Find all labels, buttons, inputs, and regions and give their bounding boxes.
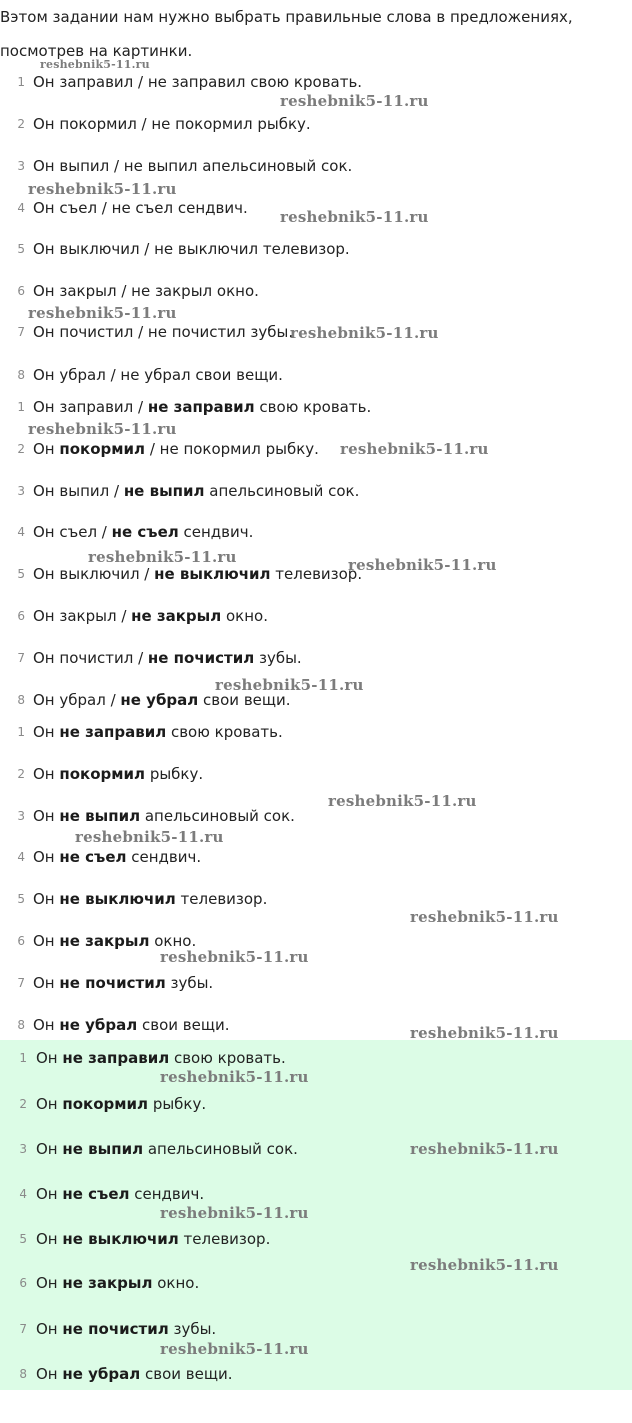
sentence-text	[33, 845, 201, 869]
sentence-fragment: Он покормил / не покормил рыбку.	[33, 115, 311, 133]
row-number: 8	[17, 368, 25, 382]
sentence-text	[33, 720, 283, 744]
sentence-fragment: свою кровать.	[169, 1049, 286, 1067]
watermark-text: reshebnik5-11.ru	[348, 556, 497, 574]
sentence-fragment: Он	[33, 807, 60, 825]
watermark-text: reshebnik5-11.ru	[410, 908, 559, 926]
sentence-fragment: телевизор.	[270, 565, 363, 583]
sentence-fragment: Он	[33, 440, 60, 458]
watermark-text: reshebnik5-11.ru	[160, 1340, 309, 1358]
sentence-text	[33, 520, 253, 544]
sentence-fragment: Он выключил / не выключил телевизор.	[33, 240, 350, 258]
row-number: 2	[17, 767, 25, 781]
highlighted-answer: не убрал	[120, 691, 199, 709]
sentence-fragment: Он	[33, 890, 60, 908]
sentence-fragment: Он	[33, 848, 60, 866]
sentence-fragment: рыбку.	[148, 1095, 207, 1113]
row-number: 1	[17, 75, 25, 89]
row-number: 8	[19, 1367, 27, 1381]
highlighted-answer: не заправил	[147, 398, 255, 416]
watermark-text: reshebnik5-11.ru	[160, 1068, 309, 1086]
row-number: 2	[17, 117, 25, 131]
watermark-text: reshebnik5-11.ru	[160, 948, 309, 966]
watermark-text: reshebnik5-11.ru	[410, 1256, 559, 1274]
watermark-text: reshebnik5-11.ru	[215, 676, 364, 694]
row-number: 6	[17, 609, 25, 623]
sentence-fragment: Он	[36, 1365, 63, 1383]
sentence-fragment: Он	[33, 974, 60, 992]
sentence-fragment: окно.	[149, 932, 197, 950]
highlighted-answer: не почистил	[59, 974, 166, 992]
sentence-fragment: Он	[36, 1320, 63, 1338]
row-number: 4	[19, 1187, 27, 1201]
sentence-fragment: Он	[36, 1140, 63, 1158]
sentence-fragment: свои вещи.	[137, 1016, 230, 1034]
row-number: 6	[19, 1276, 27, 1290]
watermark-text: reshebnik5-11.ru	[280, 208, 429, 226]
row-number: 7	[19, 1322, 27, 1336]
sentence-fragment: Он почистил /	[33, 649, 148, 667]
row-number: 4	[17, 201, 25, 215]
row-number: 5	[19, 1232, 27, 1246]
intro-text-line-1: Вэтом задании нам нужно выбрать правильные слова в предложениях,	[0, 8, 573, 26]
sentence-fragment: сендвич.	[178, 523, 254, 541]
sentence-fragment: Он выпил / не выпил апельсиновый сок.	[33, 157, 353, 175]
watermark-text: reshebnik5-11.ru	[328, 792, 477, 810]
sentence-text	[33, 762, 203, 786]
sentence-fragment: Он выключил /	[33, 565, 155, 583]
sentence-fragment: Он закрыл / не закрыл окно.	[33, 282, 259, 300]
row-number: 5	[17, 892, 25, 906]
row-number: 5	[17, 242, 25, 256]
highlighted-answer: не съел	[111, 523, 179, 541]
sentence-text	[33, 112, 311, 136]
sentence-text	[33, 154, 352, 178]
sentence-text	[33, 395, 371, 419]
sentence-fragment: Он почистил / не почистил зубы.	[33, 323, 294, 341]
row-number: 3	[17, 484, 25, 498]
highlighted-answer: не почистил	[62, 1320, 169, 1338]
sentence-text	[36, 1227, 270, 1251]
row-number: 3	[19, 1142, 27, 1156]
watermark-text: reshebnik5-11.ru	[340, 440, 489, 458]
row-number: 7	[17, 325, 25, 339]
sentence-fragment: Он заправил / не заправил свою кровать.	[33, 73, 363, 91]
sentence-fragment: Он	[33, 932, 60, 950]
sentence-fragment: телевизор.	[178, 1230, 271, 1248]
row-number: 4	[17, 850, 25, 864]
sentence-text	[33, 237, 350, 261]
sentence-text	[33, 604, 268, 628]
highlighted-answer: покормил	[59, 440, 146, 458]
row-number: 3	[17, 159, 25, 173]
sentence-text	[33, 363, 283, 387]
highlighted-answer: не съел	[59, 848, 127, 866]
sentence-text	[36, 1182, 204, 1206]
row-number: 8	[17, 1018, 25, 1032]
highlighted-answer: не закрыл	[62, 1274, 153, 1292]
sentence-fragment: Он	[36, 1230, 63, 1248]
highlighted-answer: не закрыл	[131, 607, 222, 625]
watermark-text: reshebnik5-11.ru	[410, 1140, 559, 1158]
highlighted-answer: не заправил	[59, 723, 167, 741]
watermark-text: reshebnik5-11.ru	[88, 548, 237, 566]
sentence-text	[33, 70, 362, 94]
watermark-text: reshebnik5-11.ru	[75, 828, 224, 846]
sentence-text	[36, 1046, 286, 1070]
sentence-text	[36, 1271, 199, 1295]
highlighted-answer: не выключил	[154, 565, 271, 583]
sentence-text	[36, 1362, 233, 1386]
sentence-fragment: телевизор.	[175, 890, 268, 908]
watermark-text: reshebnik5-11.ru	[28, 304, 177, 322]
row-number: 7	[17, 976, 25, 990]
watermark-text: reshebnik5-11.ru	[40, 58, 150, 71]
row-number: 2	[17, 442, 25, 456]
sentence-fragment: свои вещи.	[140, 1365, 233, 1383]
sentence-fragment: свою кровать.	[254, 398, 372, 416]
sentence-fragment: Он закрыл /	[33, 607, 132, 625]
sentence-fragment: Он заправил /	[33, 398, 148, 416]
sentence-fragment: зубы.	[168, 1320, 217, 1338]
sentence-fragment: окно.	[221, 607, 268, 625]
sentence-text	[33, 196, 248, 220]
sentence-text	[33, 437, 319, 461]
row-number: 4	[17, 525, 25, 539]
sentence-fragment: зубы.	[254, 649, 302, 667]
highlighted-answer: не почистил	[147, 649, 255, 667]
highlighted-answer: не выключил	[59, 890, 176, 908]
sentence-fragment: зубы.	[165, 974, 214, 992]
sentence-fragment: сендвич.	[129, 1185, 205, 1203]
highlighted-answer: не выпил	[62, 1140, 144, 1158]
highlighted-answer: не закрыл	[59, 932, 150, 950]
sentence-fragment: свои вещи.	[198, 691, 291, 709]
highlighted-answer: не выпил	[123, 482, 205, 500]
highlighted-answer: не выключил	[62, 1230, 179, 1248]
watermark-text: reshebnik5-11.ru	[280, 92, 429, 110]
sentence-text	[36, 1092, 206, 1116]
row-number: 1	[17, 725, 25, 739]
sentence-fragment: Он	[36, 1049, 63, 1067]
sentence-fragment: апельсиновый сок.	[140, 807, 295, 825]
highlighted-answer: не убрал	[62, 1365, 141, 1383]
sentence-text	[36, 1317, 216, 1341]
row-number: 5	[17, 567, 25, 581]
sentence-text	[36, 1137, 298, 1161]
sentence-fragment: Он убрал / не убрал свои вещи.	[33, 366, 283, 384]
row-number: 1	[17, 400, 25, 414]
sentence-fragment: Он	[33, 765, 60, 783]
highlighted-answer: не заправил	[62, 1049, 170, 1067]
highlighted-answer: покормил	[62, 1095, 149, 1113]
sentence-fragment: апельсиновый сок.	[143, 1140, 298, 1158]
sentence-fragment: Он	[33, 723, 60, 741]
sentence-fragment: апельсиновый сок.	[204, 482, 360, 500]
sentence-fragment: Он	[36, 1274, 63, 1292]
sentence-fragment: рыбку.	[145, 765, 204, 783]
sentence-fragment: окно.	[152, 1274, 200, 1292]
watermark-text: reshebnik5-11.ru	[290, 324, 439, 342]
sentence-text	[33, 804, 295, 828]
sentence-text	[33, 1013, 230, 1037]
highlighted-answer: покормил	[59, 765, 146, 783]
watermark-text: reshebnik5-11.ru	[28, 420, 177, 438]
sentence-text	[33, 479, 359, 503]
intro-text-line-2: посмотрев на картинки.	[0, 42, 193, 60]
sentence-fragment: сендвич.	[126, 848, 202, 866]
sentence-text	[33, 971, 213, 995]
sentence-text	[33, 887, 267, 911]
watermark-text: reshebnik5-11.ru	[28, 180, 177, 198]
row-number: 2	[19, 1097, 27, 1111]
sentence-fragment: / не покормил рыбку.	[145, 440, 319, 458]
highlighted-answer: не убрал	[59, 1016, 138, 1034]
sentence-fragment: Он	[33, 1016, 60, 1034]
sentence-text	[33, 279, 259, 303]
highlighted-answer: не съел	[62, 1185, 130, 1203]
row-number: 6	[17, 934, 25, 948]
highlighted-answer: не выпил	[59, 807, 141, 825]
row-number: 1	[19, 1051, 27, 1065]
sentence-fragment: Он	[36, 1095, 63, 1113]
row-number: 3	[17, 809, 25, 823]
row-number: 8	[17, 693, 25, 707]
sentence-fragment: Он съел /	[33, 523, 112, 541]
sentence-fragment: Он	[36, 1185, 63, 1203]
watermark-text: reshebnik5-11.ru	[160, 1204, 309, 1222]
row-number: 6	[17, 284, 25, 298]
sentence-fragment: Он убрал /	[33, 691, 121, 709]
sentence-text	[33, 320, 293, 344]
row-number: 7	[17, 651, 25, 665]
sentence-fragment: свою кровать.	[166, 723, 283, 741]
sentence-fragment: Он выпил /	[33, 482, 124, 500]
watermark-text: reshebnik5-11.ru	[410, 1024, 559, 1042]
sentence-fragment: Он съел / не съел сендвич.	[33, 199, 248, 217]
sentence-text	[33, 646, 302, 670]
